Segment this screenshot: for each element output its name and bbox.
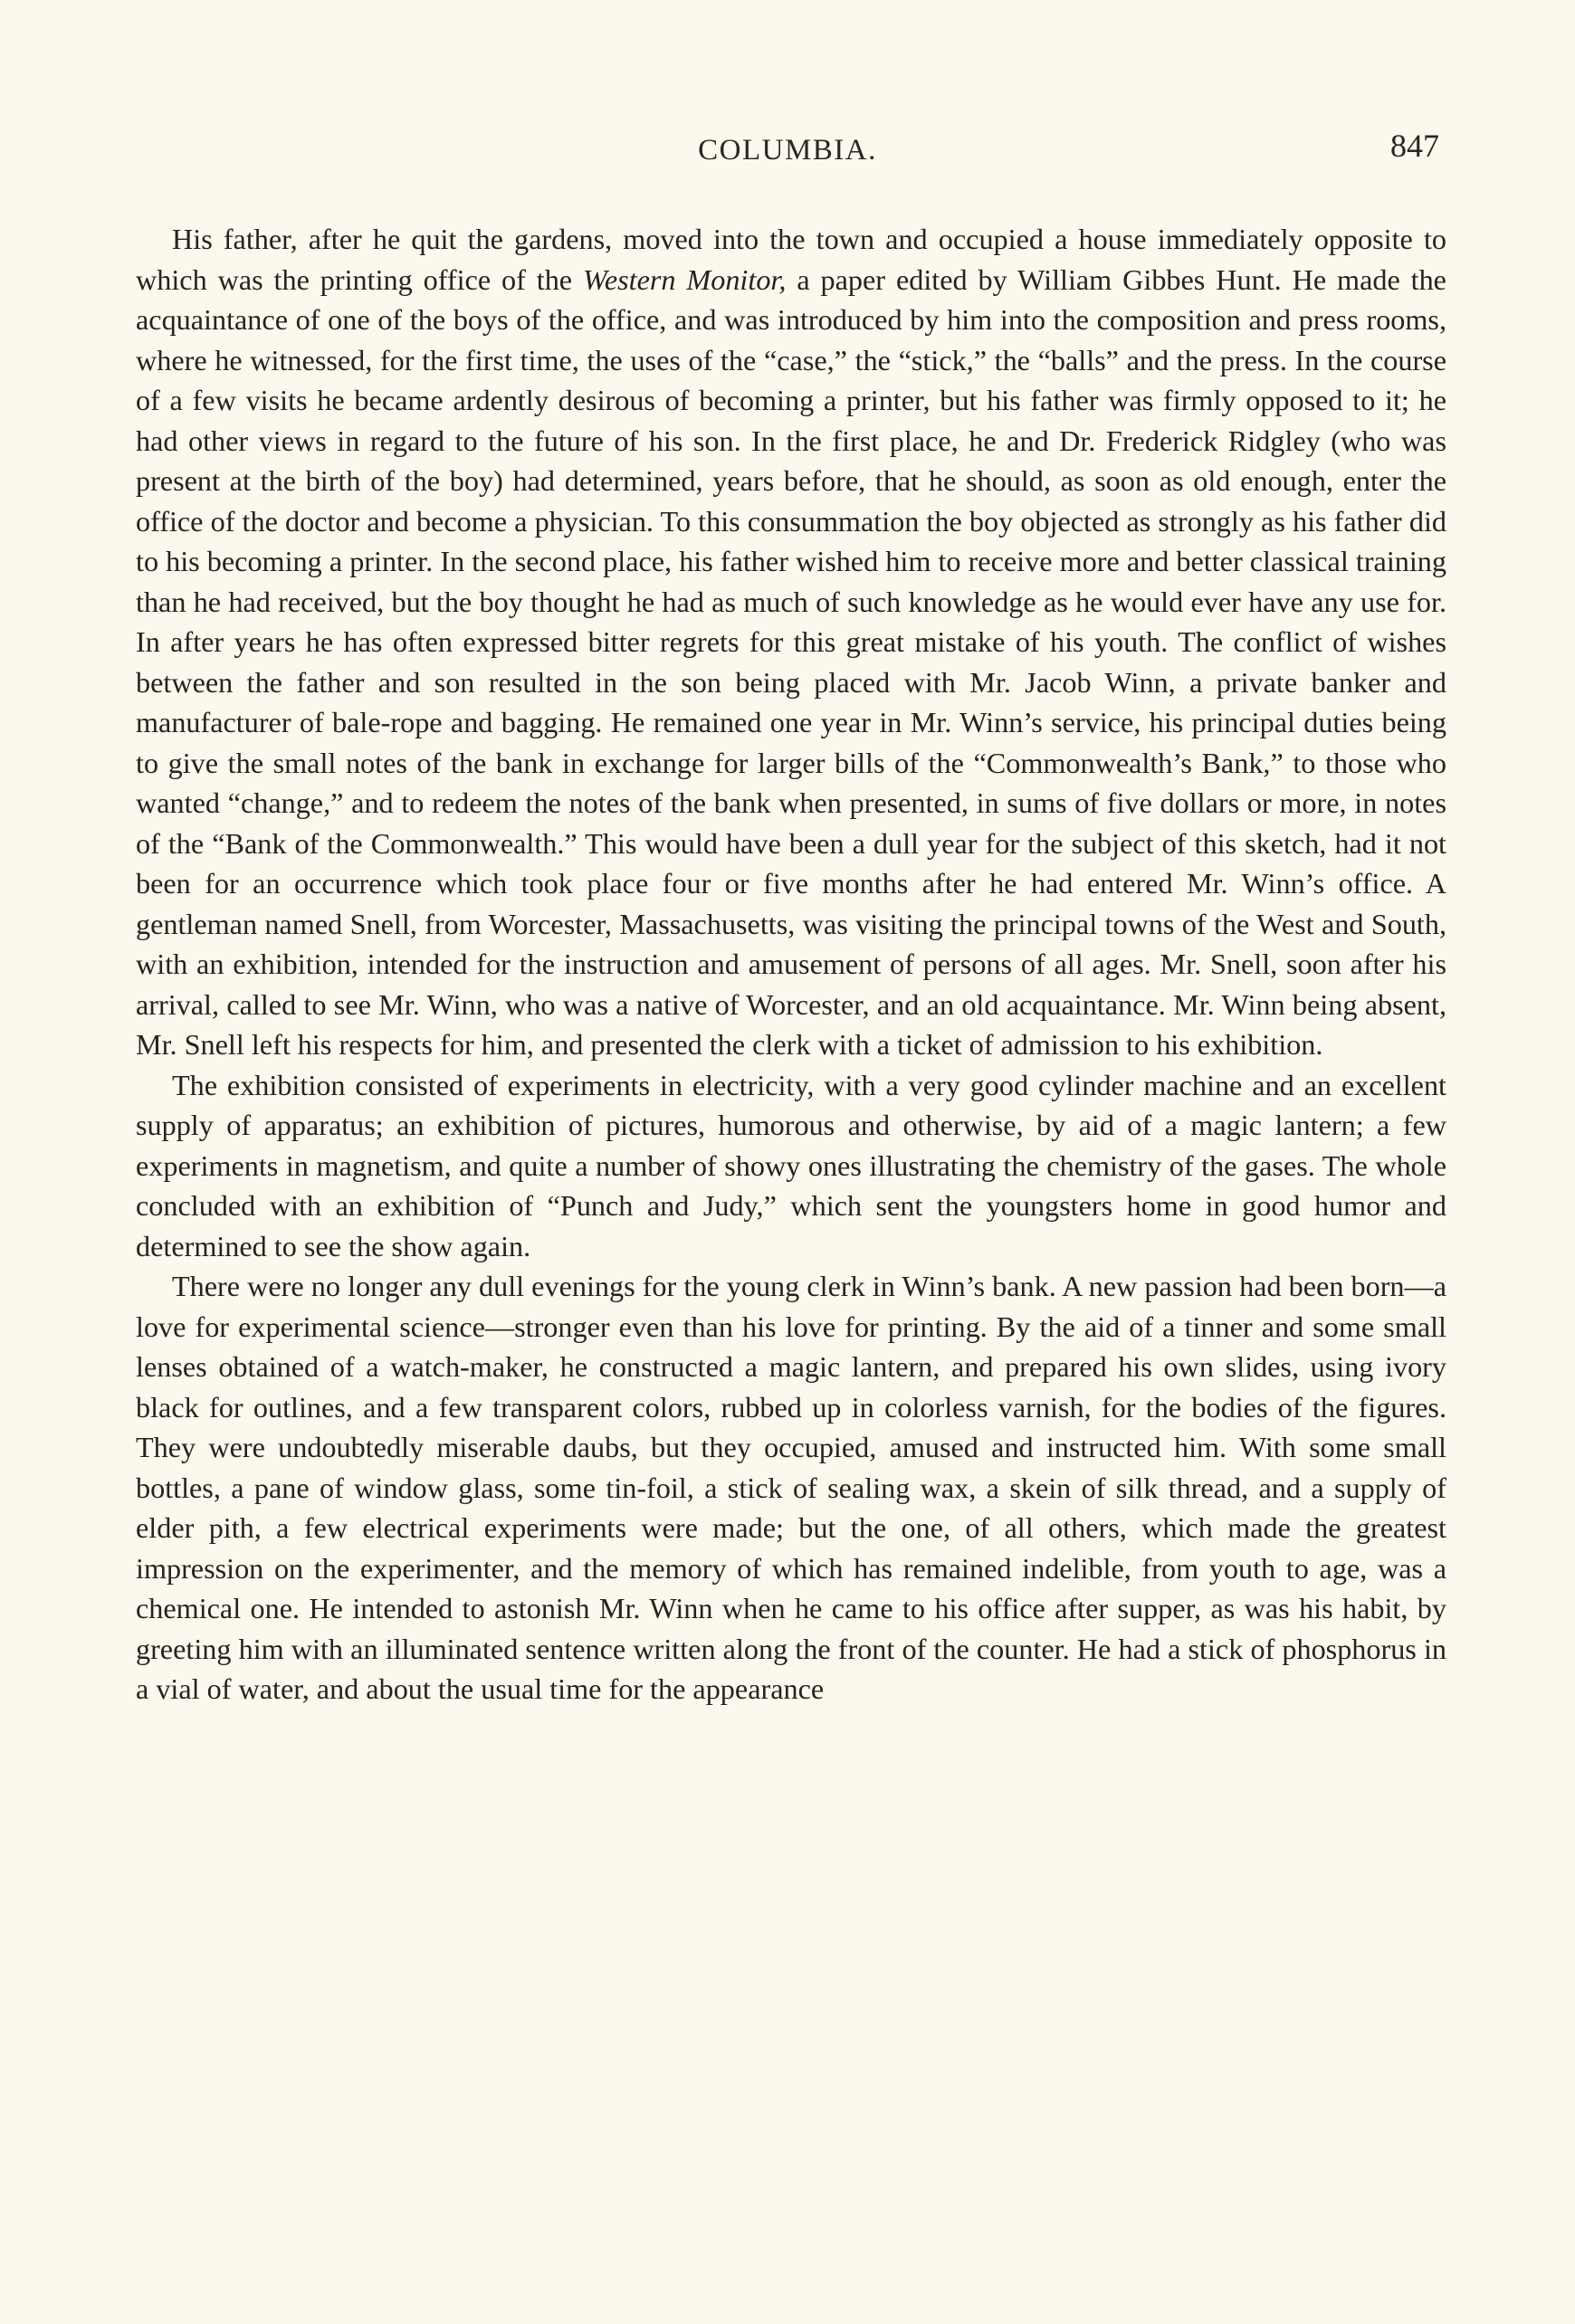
page-number: 847	[1390, 128, 1439, 164]
body-text	[136, 219, 1446, 1710]
page-header	[0, 127, 1575, 181]
paragraph-1-text-start: His father, after he quit the gardens, moved into the town and occupied a house immediately opposite to which was the printing office of the	[136, 223, 1446, 296]
paragraph-2: The exhibition consisted of experiments in electricity, with a very good cylinder machine and an excellent supply of apparatus; an exhibition of pictures, humorous and otherwise, by aid of a magic lantern; a few experiments in magnetism, and quite a number of showy ones illustrating the chemistry of the gases. The whole concluded with an exhibition of “Punch and Judy,” which sent the youngsters home in good humor and determined to see the show again.	[136, 1068, 1446, 1262]
newspaper-title: Western Monitor,	[583, 262, 787, 296]
paragraph-1	[136, 219, 1446, 1065]
paragraph-1-text-end: a paper edited by William Gibbes Hunt. He made the acquaintance of one of the boys of the office, and was introduced by him into the composition and press rooms, where he witnessed, for the first time, the uses of the “case,” the “stick,” the “balls” and the press. In the course of a few visits he became ardently desirous of becoming a printer, but his father was firmly opposed to it; he had other views in regard to the future of his son. In the first place, he and Dr. Frederick Ridgley (who was present at the birth of the boy) had determined, years before, that he should, as soon as old enough, enter the office of the doctor and become a physician. To this consummation the boy objected as strongly as his father did to his becoming a printer. In the second place, his father wished him to receive more and better classical training than he had received, but the boy thought he had as much of such knowledge as he would ever have any use for. In after years he has often expressed bitter regrets for this great mistake of his youth. The conflict of wishes between the father and son resulted in the son being placed with Mr. Jacob Winn, a private banker and manufacturer of bale-rope and bagging. He remained one year in Mr. Winn’s service, his principal duties being to give the small notes of the bank in exchange for larger bills of the “Commonwealth’s Bank,” to those who wanted “change,” and to redeem the notes of the bank when presented, in sums of five dollars or more, in notes of the “Bank of the Commonwealth.” This would have been a dull year for the subject of this sketch, had it not been for an occurrence which took place four or five months after he had entered Mr. Winn’s office. A gentleman named Snell, from Worcester, Massachusetts, was visiting the principal towns of the West and South, with an exhibition, intended for the instruction and amusement of persons of all ages. Mr. Snell, soon after his arrival, called to see Mr. Winn, who was a native of Worcester, and an old acquaintance. Mr. Winn being absent, Mr. Snell left his respects for him, and presented the clerk with a ticket of admission to his exhibition.	[136, 262, 1446, 1061]
paragraph-3: There were no longer any dull evenings for the young clerk in Winn’s bank. A new passion had been born—a love for experimental science—stronger even than his love for printing. By the aid of a tinner and some small lenses obtained of a watch-maker, he constructed a magic lantern, and prepared his own slides, using ivory black for outlines, and a few transparent colors, rubbed up in colorless varnish, for the bodies of the figures. They were undoubtedly miserable daubs, but they occupied, amused and instructed him. With some small bottles, a pane of window glass, some tin-foil, a stick of sealing wax, a skein of silk thread, and a supply of elder pith, a few electrical experiments were made; but the one, of all others, which made the greatest impression on the experimenter, and the memory of which has remained indelible, from youth to age, was a chemical one. He intended to astonish Mr. Winn when he came to his office after supper, as was his habit, by greeting him with an illuminated sentence written along the front of the counter. He had a stick of phosphorus in a vial of water, and about the usual time for the appearance	[136, 1270, 1446, 1705]
running-title: COLUMBIA.	[698, 134, 877, 167]
